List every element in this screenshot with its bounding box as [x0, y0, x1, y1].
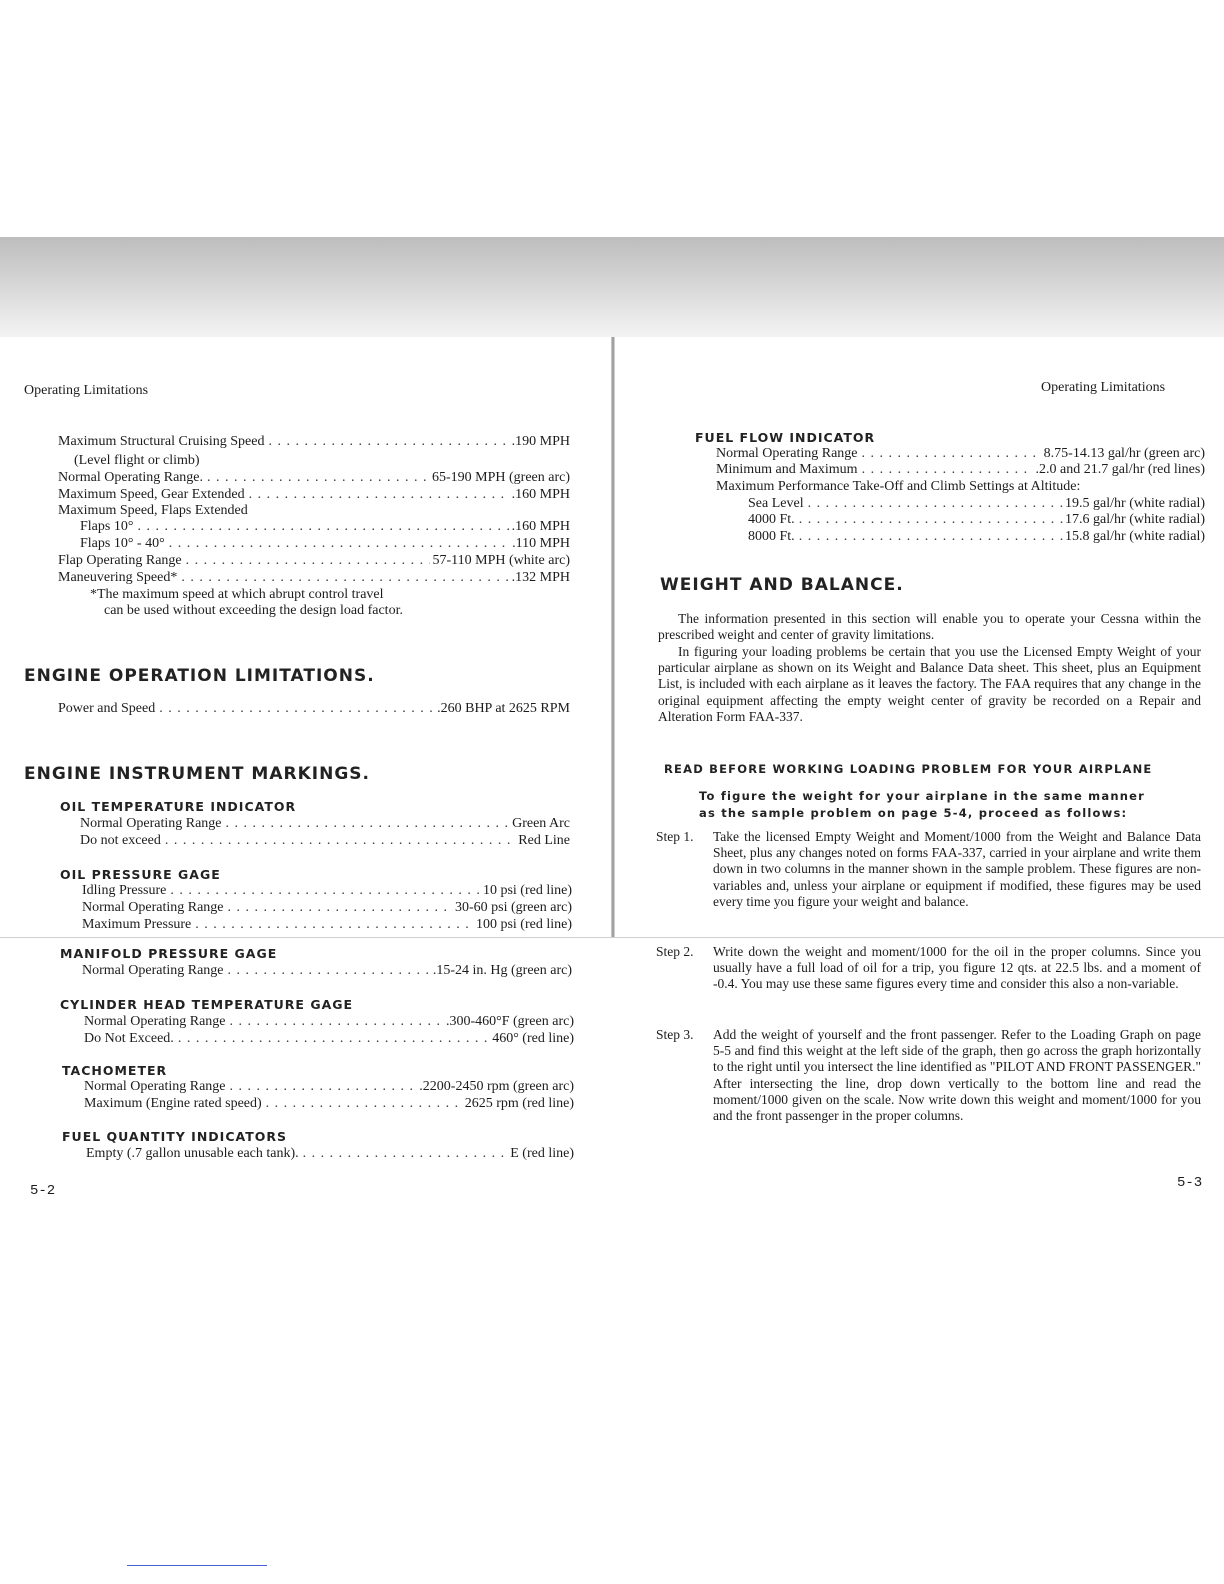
page-number: 5-3 — [1177, 1175, 1203, 1191]
subsection-oil-temperature: OIL TEMPERATURE INDICATOR — [60, 799, 297, 814]
speed-row: Flaps 10° . . . .160 MPH — [80, 519, 570, 535]
intro-line: To figure the weight for your airplane in the same manner — [699, 789, 1145, 803]
power-row: Power and Speed . . . .260 BHP at 2625 RPM — [58, 701, 570, 717]
read-before-heading: READ BEFORE WORKING LOADING PROBLEM FOR YOUR AIRPLANE — [664, 762, 1153, 776]
scan-shadow-band — [0, 237, 1224, 337]
paragraph: In figuring your loading problems be certain that you use the Licensed Empty Weight of your particular airplane as shown on its Weight and Balance Data sheet. This sheet, plus an Equipment List, is included with each airplane as it leaves the factory. The FAA requires that any change in the original equipment affecting the empty weight center of gravity be recorded on a Repair and Alteration Form FAA-337. — [658, 644, 1201, 724]
altitude-row: Sea Level . . . 19.5 gal/hr (white radial) — [748, 496, 1205, 512]
marking-row: Normal Operating Range . . . .2200-2450 rpm (green arc) — [84, 1079, 574, 1095]
section-title-weight-balance: WEIGHT AND BALANCE. — [660, 575, 904, 595]
subsection-manifold-pressure: MANIFOLD PRESSURE GAGE — [60, 946, 278, 961]
speed-row: Flap Operating Range . . . 57-110 MPH (white arc) — [58, 553, 570, 569]
paragraph: The information presented in this section will enable you to operate your Cessna within the prescribed weight and center of gravity limitations. — [658, 611, 1201, 643]
subsection-cylinder-head: CYLINDER HEAD TEMPERATURE GAGE — [60, 997, 354, 1012]
marking-row: Normal Operating Range . . . 30-60 psi (green arc) — [82, 900, 572, 916]
marking-row: Normal Operating Range . . . .15-24 in. Hg (green arc) — [82, 963, 572, 979]
page-gutter — [611, 337, 615, 937]
left-page — [0, 337, 610, 937]
marking-row: Maximum Pressure . . . 100 psi (red line) — [82, 917, 572, 933]
fuel-flow-row: Minimum and Maximum . . . .2.0 and 21.7 gal/hr (red lines) — [716, 462, 1205, 478]
fuel-flow-perf-heading: Maximum Performance Take-Off and Climb Settings at Altitude: — [716, 479, 1081, 494]
section-title-engine-operation: ENGINE OPERATION LIMITATIONS. — [24, 666, 375, 686]
altitude-row: 4000 Ft. . . . 17.6 gal/hr (white radial) — [748, 512, 1205, 528]
subsection-tachometer: TACHOMETER — [62, 1063, 168, 1078]
marking-row: Maximum (Engine rated speed) . . . 2625 rpm (red line) — [84, 1096, 574, 1112]
speed-row: Maneuvering Speed* . . . .132 MPH — [58, 570, 570, 586]
subsection-oil-pressure: OIL PRESSURE GAGE — [60, 867, 221, 882]
fuel-flow-row: Normal Operating Range . . . 8.75-14.13 gal/hr (green arc) — [716, 446, 1205, 462]
running-header: Operating Limitations — [24, 383, 149, 398]
altitude-row: 8000 Ft. . . . 15.8 gal/hr (white radial) — [748, 529, 1205, 545]
speed-row: Maximum Speed, Gear Extended . . . .160 MPH — [58, 487, 570, 503]
marking-row: Normal Operating Range . . . .300-460°F (green arc) — [84, 1014, 574, 1030]
subsection-fuel-quantity: FUEL QUANTITY INDICATORS — [62, 1129, 287, 1144]
intro-line: as the sample problem on page 5-4, proceed as follows: — [699, 806, 1128, 820]
speed-row-note: (Level flight or climb) — [74, 453, 200, 468]
marking-row: Do not exceed . . . Red Line — [80, 833, 570, 849]
marking-row: Normal Operating Range . . . Green Arc — [80, 816, 570, 832]
marking-row: Idling Pressure . . . 10 psi (red line) — [82, 883, 572, 899]
speed-row: Normal Operating Range. . . . 65-190 MPH (green arc) — [58, 470, 570, 486]
speed-row: Maximum Structural Cruising Speed . . . .190 MPH — [58, 434, 570, 450]
marking-row: Empty (.7 gallon unusable each tank). . . . E (red line) — [86, 1146, 574, 1162]
footnote: *The maximum speed at which abrupt control travel — [90, 587, 384, 602]
step-item: Step 1. Take the licensed Empty Weight and Moment/1000 from the Weight and Balance Data Sheet, plus any changes noted on forms FAA-337, carried in your airplane and write them down in two columns in the manner shown in the sample problem. These figures are non-variables and, unless your airplane or equipment if modified, these figures may be used every time you figure your weight and balance. — [656, 829, 1201, 909]
link-underline — [127, 1565, 267, 1566]
step-item: Step 2. Write down the weight and moment/1000 for the oil in the proper columns. Since you usually have a full load of oil for a trip, you figure 12 qts. at 22.5 lbs. and a moment of -0.4. You may use these same figures every time and consider this also a non-variable. — [656, 944, 1201, 992]
step-item: Step 3. Add the weight of yourself and the front passenger. Refer to the Loading Graph on page 5-5 and find this weight at the left side of the graph, then go across the graph horizontally to the right until you intersect the line identified as "PILOT AND FRONT PASSENGER." After intersecting the line, drop down vertically to the bottom line and read the moment/1000 given on the scale. Now write down this weight and moment/1000 for you and the front passenger in the proper columns. — [656, 1027, 1201, 1124]
speed-row: Flaps 10° - 40° . . . .110 MPH — [80, 536, 570, 552]
page-number: 5-2 — [30, 1183, 56, 1199]
section-title-instrument-markings: ENGINE INSTRUMENT MARKINGS. — [24, 764, 370, 784]
running-header: Operating Limitations — [1041, 380, 1166, 395]
subsection-fuel-flow: FUEL FLOW INDICATOR — [695, 430, 876, 445]
footnote: can be used without exceeding the design load factor. — [104, 603, 403, 618]
speed-row-heading: Maximum Speed, Flaps Extended — [58, 503, 248, 518]
marking-row: Do Not Exceed. . . . 460° (red line) — [84, 1031, 574, 1047]
